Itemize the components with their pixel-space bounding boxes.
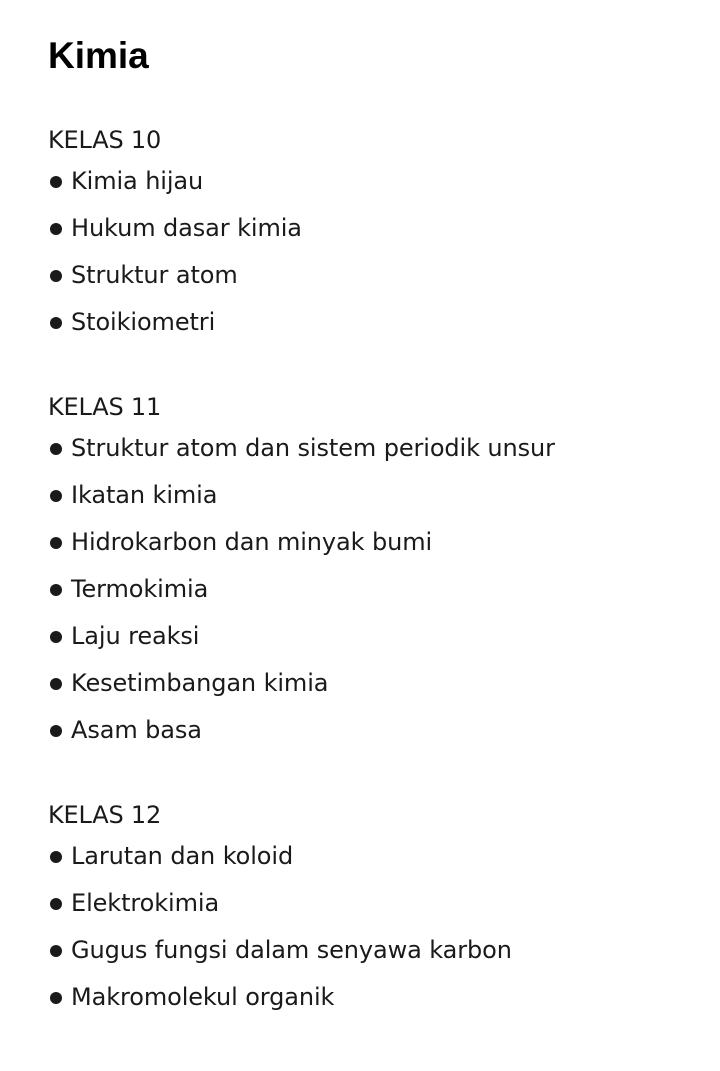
- topic-label: Hukum dasar kimia: [71, 214, 302, 242]
- section-heading: KELAS 12: [48, 801, 162, 829]
- bullet-icon: [50, 992, 62, 1004]
- topic-label: Struktur atom dan sistem periodik unsur: [71, 434, 555, 462]
- bullet-icon: [50, 270, 62, 282]
- topic-label: Larutan dan koloid: [71, 842, 294, 870]
- list-item: [48, 252, 672, 299]
- bullet-icon: [50, 443, 62, 455]
- list-item: [48, 519, 672, 566]
- section-kelas-12: [48, 797, 672, 1021]
- bullet-icon: [50, 490, 62, 502]
- bullet-icon: [50, 176, 62, 188]
- list-item: [48, 833, 672, 880]
- topic-label: Stoikiometri: [71, 308, 216, 336]
- topic-label: Makromolekul organik: [71, 983, 335, 1011]
- page-title: Kimia: [48, 35, 149, 76]
- bullet-icon: [50, 678, 62, 690]
- bullet-icon: [50, 851, 62, 863]
- list-item: [48, 566, 672, 613]
- topic-label: Hidrokarbon dan minyak bumi: [71, 528, 433, 556]
- bullet-icon: [50, 317, 62, 329]
- list-item: [48, 660, 672, 707]
- topic-label: Asam basa: [71, 716, 202, 744]
- section-heading: KELAS 11: [48, 393, 162, 421]
- topic-label: Kimia hijau: [71, 167, 204, 195]
- topic-label: Termokimia: [71, 575, 209, 603]
- topic-label: Ikatan kimia: [71, 481, 218, 509]
- list-item: [48, 927, 672, 974]
- topic-label: Struktur atom: [71, 261, 238, 289]
- list-item: [48, 425, 672, 472]
- bullet-icon: [50, 584, 62, 596]
- topic-list: [48, 425, 672, 754]
- topic-list: [48, 833, 672, 1021]
- topic-label: Laju reaksi: [71, 622, 200, 650]
- topic-list: [48, 158, 672, 346]
- topic-label: Kesetimbangan kimia: [71, 669, 329, 697]
- list-item: [48, 707, 672, 754]
- bullet-icon: [50, 898, 62, 910]
- list-item: [48, 205, 672, 252]
- list-item: [48, 299, 672, 346]
- bullet-icon: [50, 945, 62, 957]
- section-kelas-10: [48, 122, 672, 346]
- bullet-icon: [50, 725, 62, 737]
- bullet-icon: [50, 223, 62, 235]
- section-heading: KELAS 10: [48, 126, 162, 154]
- topic-label: Elektrokimia: [71, 889, 220, 917]
- list-item: [48, 472, 672, 519]
- section-kelas-11: [48, 389, 672, 754]
- bullet-icon: [50, 537, 62, 549]
- list-item: [48, 613, 672, 660]
- list-item: [48, 158, 672, 205]
- list-item: [48, 880, 672, 927]
- bullet-icon: [50, 631, 62, 643]
- list-item: [48, 974, 672, 1021]
- topic-label: Gugus fungsi dalam senyawa karbon: [71, 936, 512, 964]
